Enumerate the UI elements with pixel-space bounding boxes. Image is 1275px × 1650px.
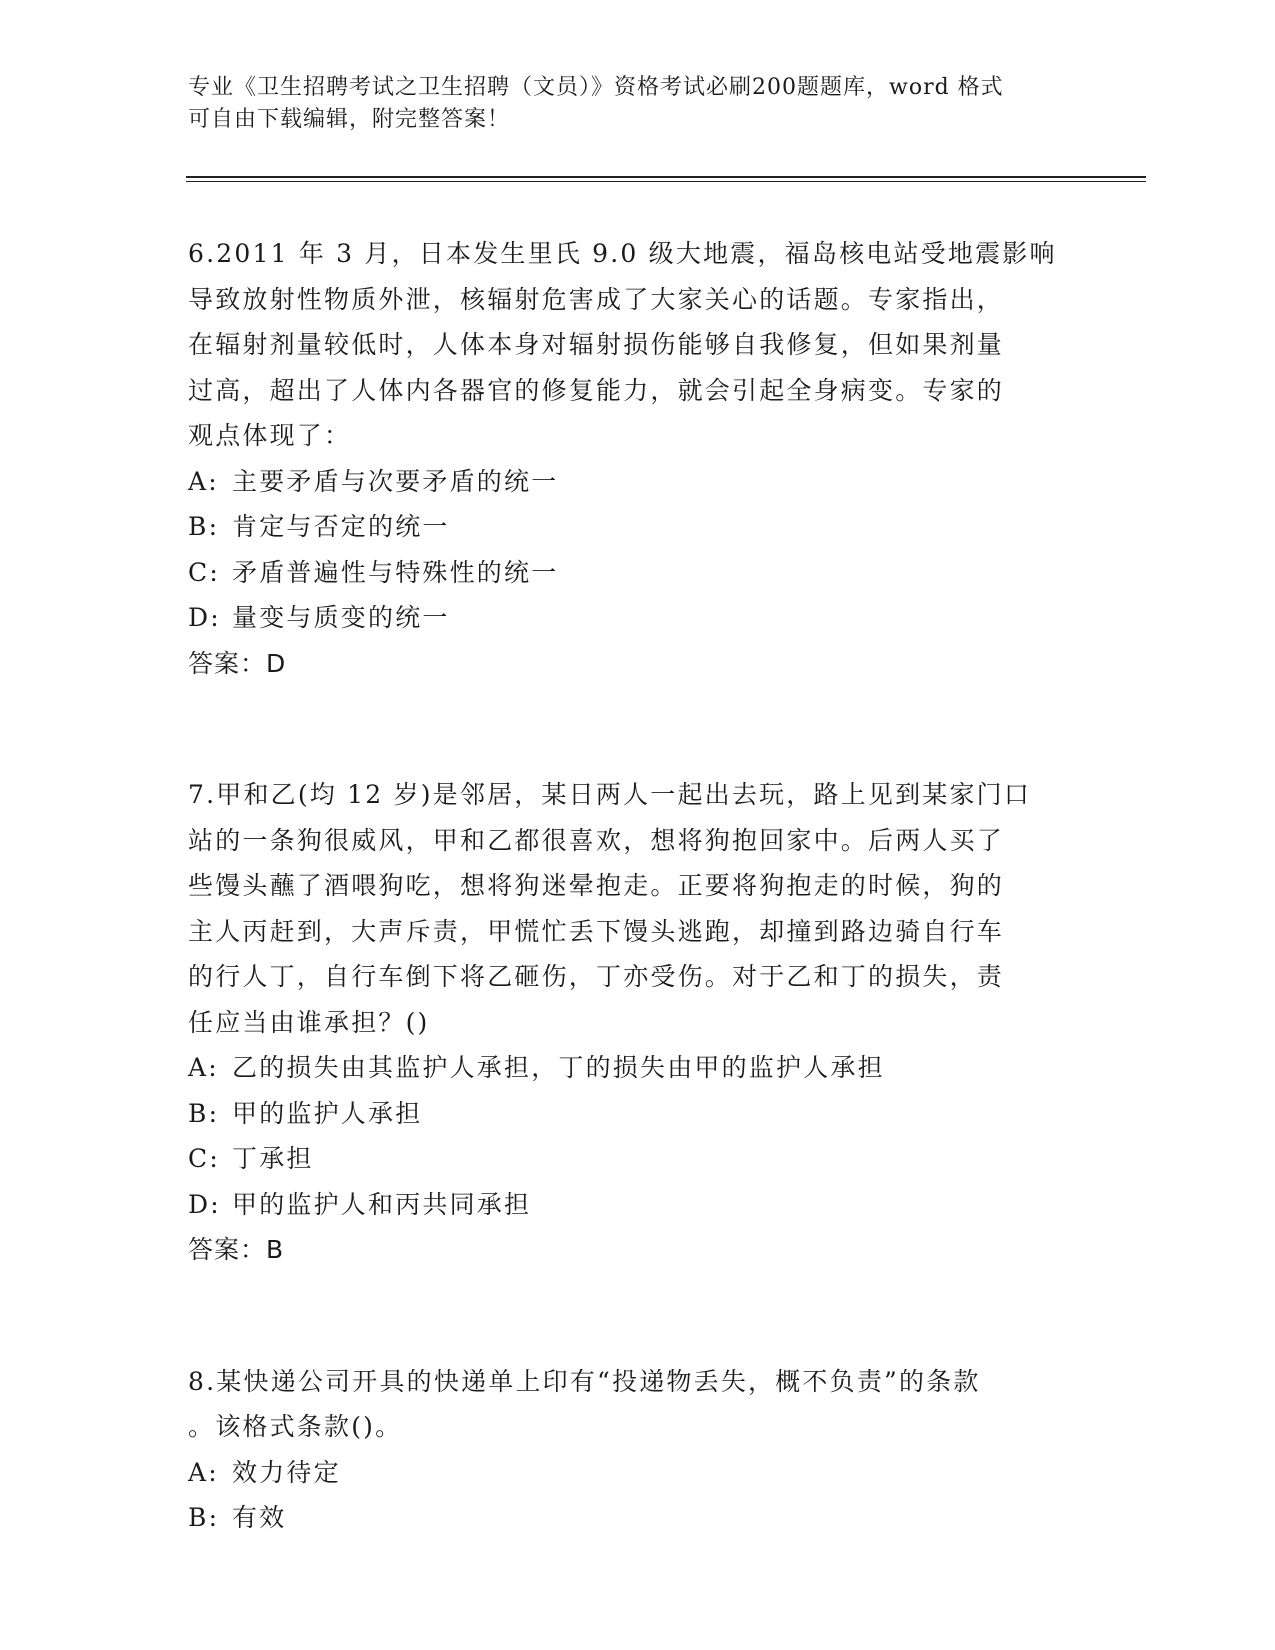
- question-stem-line: 过高，超出了人体内各器官的修复能力，就会引起全身病变。专家的: [188, 375, 1005, 405]
- option-a: [188, 1045, 1088, 1091]
- question-6: [188, 231, 1088, 686]
- option-d: [188, 595, 1088, 641]
- question-stem-line: 些馒头蘸了酒喂狗吃，想将狗迷晕抱走。正要将狗抱走的时候，狗的: [188, 871, 1005, 900]
- option-text: 效力待定: [232, 1457, 341, 1487]
- header-divider-thin: [186, 181, 1146, 182]
- option-a: [188, 1450, 1088, 1496]
- option-letter: A:: [188, 466, 219, 496]
- header-title-line-1: 专业《卫生招聘考试之卫生招聘（文员）》资格考试必刷200题题库，word 格式: [188, 75, 1004, 100]
- header-divider-thick: [186, 176, 1146, 178]
- answer-line: 答案：D: [188, 648, 287, 678]
- document-header: [188, 72, 1068, 136]
- option-text: 有效: [232, 1503, 287, 1532]
- option-letter: B:: [188, 1503, 220, 1532]
- option-letter: C:: [188, 557, 220, 587]
- option-letter: A:: [188, 1053, 219, 1082]
- question-stem-line: 。该格式条款()。: [188, 1412, 403, 1441]
- question-stem-line: 导致放射性物质外泄，核辐射危害成了大家关心的话题。专家指出，: [188, 284, 1005, 314]
- option-letter: A:: [188, 1457, 219, 1487]
- question-stem-line: 的行人丁，自行车倒下将乙砸伤，丁亦受伤。对于乙和丁的损失，责: [188, 962, 1005, 991]
- question-7: [188, 772, 1088, 1273]
- question-spacer: [188, 1273, 1088, 1359]
- option-b: [188, 504, 1088, 550]
- question-stem-line: 在辐射剂量较低时，人体本身对辐射损伤能够自我修复，但如果剂量: [188, 330, 1005, 359]
- option-text: 乙的损失由其监护人承担，丁的损失由甲的监护人承担: [232, 1053, 885, 1082]
- question-stem-line: 任应当由谁承担？(): [188, 1007, 430, 1037]
- option-b: [188, 1091, 1088, 1137]
- option-text: 主要矛盾与次要矛盾的统一: [232, 466, 559, 496]
- question-stem-line: 主人丙赶到，大声斥责，甲慌忙丢下馒头逃跑，却撞到路边骑自行车: [188, 916, 1005, 946]
- option-letter: C:: [188, 1144, 220, 1173]
- question-list: [188, 231, 1088, 1541]
- option-text: 甲的监护人和丙共同承担: [232, 1189, 532, 1219]
- option-text: 丁承担: [232, 1144, 314, 1173]
- option-text: 量变与质变的统一: [232, 603, 450, 632]
- option-a: [188, 459, 1088, 505]
- option-letter: D:: [188, 603, 221, 632]
- option-text: 甲的监护人承担: [232, 1098, 423, 1128]
- question-stem-line: 站的一条狗很威风，甲和乙都很喜欢，想将狗抱回家中。后两人买了: [188, 825, 1005, 855]
- option-d: [188, 1182, 1088, 1228]
- option-text: 矛盾普遍性与特殊性的统一: [232, 557, 559, 587]
- option-letter: B:: [188, 512, 220, 541]
- option-b: [188, 1495, 1088, 1541]
- option-c: [188, 1136, 1088, 1182]
- option-letter: B:: [188, 1098, 220, 1128]
- question-spacer: [188, 686, 1088, 772]
- question-stem-line: 观点体现了：: [188, 421, 352, 450]
- option-c: [188, 550, 1088, 596]
- option-letter: D:: [188, 1189, 221, 1219]
- header-title-line-2: 可自由下载编辑，附完整答案！: [188, 107, 511, 132]
- answer-line: 答案：B: [188, 1235, 285, 1264]
- option-text: 肯定与否定的统一: [232, 512, 450, 541]
- question-stem-line: 6.2011 年 3 月，日本发生里氏 9.0 级大地震，福岛核电站受地震影响: [188, 239, 1057, 268]
- question-8: [188, 1359, 1088, 1541]
- question-stem-line: 8.某快递公司开具的快递单上印有“投递物丢失，概不负责”的条款: [188, 1366, 981, 1396]
- question-stem-line: 7.甲和乙(均 12 岁)是邻居，某日两人一起出去玩，路上见到某家门口: [188, 780, 1032, 809]
